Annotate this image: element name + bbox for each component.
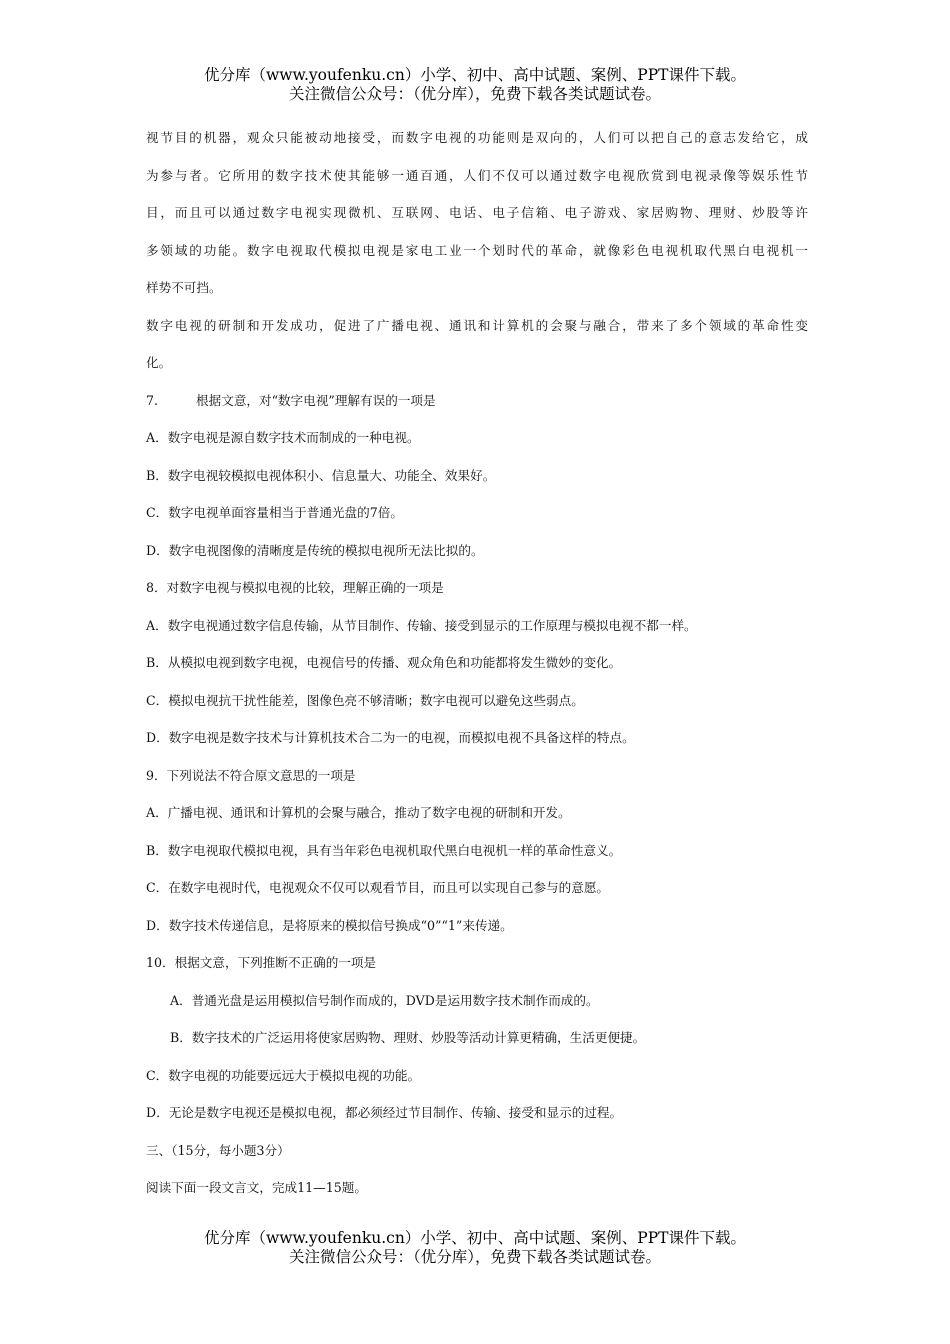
question-stem: 9．下列说法不符合原文意思的一项是 xyxy=(146,767,356,783)
passage-line: 目，而且可以通过数字电视实现微机、互联网、电话、电子信箱、电子游戏、家居购物、理财、炒股等许 xyxy=(146,205,808,220)
option-b: B．从模拟电视到数字电视，电视信号的传播、观众角色和功能都将发生微妙的变化。 xyxy=(146,655,622,670)
passage-paragraph-1 xyxy=(146,124,808,312)
question-stem: 10．根据文意，下列推断不正确的一项是 xyxy=(146,955,377,970)
section-instruction: 阅读下面一段文言文，完成11—15题。 xyxy=(146,1180,367,1195)
passage-line: 样势不可挡。 xyxy=(146,280,222,295)
option-a: A．数字电视通过数字信息传输，从节目制作、传输、接受到显示的工作原理与模拟电视不都一样。 xyxy=(146,617,697,633)
question-stem: 8．对数字电视与模拟电视的比较，理解正确的一项是 xyxy=(146,580,444,595)
section-title: 三、（15分，每小题3分） xyxy=(146,1142,290,1158)
option-a: A．普通光盘是运用模拟信号制作而成的，DVD是运用数字技术制作而成的。 xyxy=(170,992,599,1008)
footer-line-1: 优分库（www.youfenku.cn）小学、初中、高中试题、案例、PPT课件下载。 xyxy=(203,1229,747,1247)
option-d: D．数字电视是数字技术与计算机技术合二为一的电视，而模拟电视不具备这样的特点。 xyxy=(146,730,635,745)
question-8 xyxy=(146,574,808,762)
option-b: B．数字电视较模拟电视体积小、信息量大、功能全、效果好。 xyxy=(146,467,496,483)
passage-line: 视节目的机器，观众只能被动地接受，而数字电视的功能则是双向的，人们可以把自己的意志发给它，成 xyxy=(146,130,808,145)
question-text: 根据文意，对“数字电视”理解有误的一项是 xyxy=(196,392,436,408)
question-10 xyxy=(146,949,808,1137)
option-c: C．在数字电视时代，电视观众不仅可以观看节目，而且可以实现自己参与的意愿。 xyxy=(146,880,610,895)
document-body xyxy=(146,124,808,1212)
option-c: C．数字电视单面容量相当于普通光盘的7倍。 xyxy=(146,505,403,520)
passage-line: 数字电视的研制和开发成功，促进了广播电视、通讯和计算机的会聚与融合，带来了多个领域的革命性变 xyxy=(146,317,808,333)
page-header xyxy=(0,66,950,104)
option-c: C．数字电视的功能要远远大于模拟电视的功能。 xyxy=(146,1067,421,1083)
option-a: A．广播电视、通讯和计算机的会聚与融合，推动了数字电视的研制和开发。 xyxy=(146,805,571,820)
section-3 xyxy=(146,1137,808,1212)
option-d: D．数字技术传递信息，是将原来的模拟信号换成“0”“1”来传递。 xyxy=(146,917,513,933)
option-d: D．数字电视图像的清晰度是传统的模拟电视所无法比拟的。 xyxy=(146,542,484,558)
question-9 xyxy=(146,762,808,950)
header-line-2: 关注微信公众号：（优分库），免费下载各类试题试卷。 xyxy=(288,85,661,103)
question-number: 7. xyxy=(146,392,159,408)
passage-paragraph-2 xyxy=(146,312,808,387)
passage-line: 为参与者。它所用的数字技术使其能够一通百通，人们不仅可以通过数字电视欣赏到电视录像等娱乐性节 xyxy=(146,167,808,183)
option-b: B．数字技术的广泛运用将使家居购物、理财、炒股等活动计算更精确，生活更便捷。 xyxy=(170,1030,646,1045)
passage-line: 多领域的功能。数字电视取代模拟电视是家电工业一个划时代的革命，就像彩色电视机取代黑白电视机一 xyxy=(146,242,808,258)
question-7 xyxy=(146,387,808,575)
footer-line-2: 关注微信公众号：（优分库），免费下载各类试题试卷。 xyxy=(288,1248,661,1266)
page-footer xyxy=(0,1229,950,1267)
question-stem xyxy=(146,387,808,425)
option-b: B．数字电视取代模拟电视，具有当年彩色电视机取代黑白电视机一样的革命性意义。 xyxy=(146,842,622,858)
passage-line: 化。 xyxy=(146,355,172,370)
option-d: D．无论是数字电视还是模拟电视，都必须经过节目制作、传输、接受和显示的过程。 xyxy=(146,1105,623,1120)
header-line-1: 优分库（www.youfenku.cn）小学、初中、高中试题、案例、PPT课件下载。 xyxy=(203,66,747,84)
option-c: C．模拟电视抗干扰性能差，图像色亮不够清晰；数字电视可以避免这些弱点。 xyxy=(146,692,584,708)
option-a: A．数字电视是源自数字技术而制成的一种电视。 xyxy=(146,430,420,445)
